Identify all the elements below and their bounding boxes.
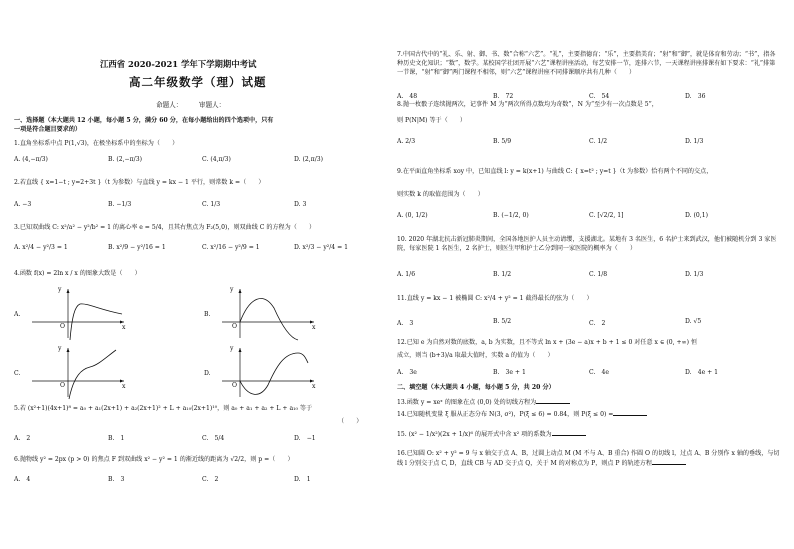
q12-option-a[interactable]: A. 3e xyxy=(397,369,417,376)
q2-option-a[interactable]: A. −3 xyxy=(14,201,32,208)
q10-option-a[interactable]: A. 1/6 xyxy=(397,271,416,278)
q6-stem: 6.抛物线 y² = 2px (p > 0) 的焦点 F 到双曲线 x² − y² = 1 的渐近线的距离为 √2/2，则 p =（ ） xyxy=(14,456,294,463)
q1-option-a[interactable]: A. (4,−π/3) xyxy=(14,156,48,163)
school-title: 江西省 2020-2021 学年下学期期中考试 xyxy=(100,59,257,69)
q16-text: 16.已知圆 O: x² + y² = 9 与 x 轴交于点 A、B，过圆上动点 M (M 不与 A、B 重合) 作圆 O 的切线 l，过点 A、B 分别作 x 轴的垂线，与切线 l 分别交于点 C, D，直线 CB 与 AD 交于点 Q，关于 M 的对称点为 P，则点 P 的轨迹方程 xyxy=(397,450,780,467)
authors-line: 命题人： 审题人： xyxy=(156,101,226,109)
q11-stem: 11.直线 y = kx − 1 被椭圆 C: x²/4 + y² = 1 截得最长的弦为（ ） xyxy=(397,295,593,302)
q1-option-c[interactable]: C. (4,π/3) xyxy=(202,156,231,163)
q4d-x-label: x xyxy=(312,383,316,390)
q7-option-b[interactable]: B. 72 xyxy=(493,93,514,100)
q8-option-b[interactable]: B. 5/9 xyxy=(493,138,512,145)
q3-option-a[interactable]: A. x²/4 − y²/3 = 1 xyxy=(14,244,68,251)
q7-option-c[interactable]: C. 54 xyxy=(589,93,610,100)
q3-stem: 3.已知双曲线 C: x²/a² − y²/b² = 1 的离心率 e = 5/4，且其右焦点为 F₂(5,0)，则双曲线 C 的方程为（ ） xyxy=(14,224,316,231)
q3-option-c[interactable]: C. x²/16 − y²/9 = 1 xyxy=(202,244,260,251)
q15-stem xyxy=(397,429,586,439)
q3-option-b[interactable]: B. x²/9 − y²/16 = 1 xyxy=(108,244,166,251)
q6-option-d[interactable]: D. 1 xyxy=(294,476,311,483)
q12-option-b[interactable]: B. 3e + 1 xyxy=(493,369,526,376)
q4d-origin-label: O xyxy=(232,382,237,389)
q14-stem xyxy=(397,409,647,419)
q15-answer-blank[interactable] xyxy=(552,429,586,436)
q4d-y-label: y xyxy=(230,345,234,352)
q4-stem: 4.函数 f(x) = 2ln x / x 的图象大致是（ ） xyxy=(14,270,141,277)
q13-stem xyxy=(397,397,570,407)
q10-option-b[interactable]: B. 1/2 xyxy=(493,271,512,278)
q4a-y-label: y xyxy=(58,286,62,293)
q2-option-b[interactable]: B. −1/3 xyxy=(108,201,132,208)
q7-stem: 7.中国古代中的“礼、乐、射、御、书、数”合称“六艺”。“礼”，主要指德育；“乐”，主要指美育；“射”和“御”，就是体育和劳动；“书”，指各种历史文化知识；“数”，数学。某校国学社团开展“六艺”课程讲座活动，每艺安排一节，连排六节，一天课程讲座排课有如下要求：“礼”排第一节课，“射”和“御”两门课程不相邻，则“六艺”课程讲座不同排课顺序共有几种（ ） xyxy=(397,51,776,76)
q5-option-b[interactable]: B. 1 xyxy=(108,435,125,442)
q4-graph-c[interactable] xyxy=(28,345,128,400)
q12-stem2: 成立，则当 (b+3)/a 取最大值时，实数 a 的值为（ ） xyxy=(397,352,554,359)
q4-graph-b[interactable] xyxy=(218,286,318,341)
q4-graph-a[interactable] xyxy=(28,286,128,341)
q5-option-c[interactable]: C. 5/4 xyxy=(202,435,225,442)
q4b-y-label: y xyxy=(230,286,234,293)
q9-option-b[interactable]: B. (−1/2, 0) xyxy=(493,212,529,219)
q8-option-c[interactable]: C. 1/2 xyxy=(589,138,608,145)
q11-option-b[interactable]: B. 5/2 xyxy=(493,318,512,325)
q14-answer-blank[interactable] xyxy=(613,409,647,416)
q4a-x-label: x xyxy=(122,324,126,331)
q8-stem2: 则 P(N|M) 等于（ ） xyxy=(397,117,467,124)
q9-option-a[interactable]: A. (0, 1/2) xyxy=(397,212,428,219)
q5-stem: 5.若 (x²+1)(4x+1)⁸ = a₀ + a₁(2x+1) + a₂(2x+1)² + L + a₁₀(2x+1)¹⁰，则 a₀ + a₁ + a₂ + L + a₁₀ 等于 xyxy=(14,405,313,412)
q10-option-c[interactable]: C. 1/8 xyxy=(589,271,608,278)
q6-option-a[interactable]: A. 4 xyxy=(14,476,31,483)
q10-stem: 10. 2020 年湖北抗击新冠肺炎期间，全国各地医护人员主动请缨，支援湖北。某地有 3 名医生，6 名护士来到武汉，他们被随机分到 3 家医院，每家医院 1 名医生，2 名护士，则医生甲和护士乙分到同一家医院的概率为（ ） xyxy=(397,236,777,252)
q12-option-d[interactable]: D. 4e + 1 xyxy=(685,369,719,376)
q7-option-d[interactable]: D. 36 xyxy=(685,93,706,100)
q2-option-c[interactable]: C. 1/3 xyxy=(202,201,221,208)
q4-label-c[interactable]: C. xyxy=(14,370,21,377)
q13-answer-blank[interactable] xyxy=(536,397,570,404)
q1-option-d[interactable]: D. (2,π/3) xyxy=(294,156,324,163)
q1-option-b[interactable]: B. (2,−π/3) xyxy=(108,156,142,163)
q9-option-d[interactable]: D. (0,1) xyxy=(685,212,708,219)
q4-label-a[interactable]: A. xyxy=(14,311,21,318)
q2-option-d[interactable]: D. 3 xyxy=(294,201,307,208)
q8-stem: 8.抛一枚骰子连续抛两次，记事件 M 为“两次所得点数均为奇数”，N 为“至少有一次点数是 5”， xyxy=(397,101,658,108)
q4-label-b[interactable]: B. xyxy=(204,311,211,318)
q4-label-d[interactable]: D. xyxy=(204,370,211,377)
q16-answer-blank[interactable] xyxy=(652,458,686,465)
q15-text: 15. (x² − 1/x²)(2x + 1/x)⁶ 的展开式中含 x² 项的系数为 xyxy=(397,431,552,438)
q11-option-d[interactable]: D. √5 xyxy=(685,318,702,325)
q13-text: 13.函数 y = xeˣ 的图象在点 (0,0) 处的切线方程为 xyxy=(397,399,537,406)
section1-title-cont: 一项是符合题目要求的） xyxy=(14,126,82,133)
q4c-origin-label: O xyxy=(60,382,65,389)
q4c-y-label: y xyxy=(58,345,62,352)
q9-option-c[interactable]: C. [√2/2, 1] xyxy=(589,212,624,219)
q4c-x-label: x xyxy=(122,383,126,390)
q10-option-d[interactable]: D. 1/3 xyxy=(685,271,704,278)
q12-option-c[interactable]: C. 4e xyxy=(589,369,609,376)
section2-title: 二、填空题（本大题共 4 小题，每小题 5 分，共 20 分） xyxy=(397,384,555,391)
q8-option-d[interactable]: D. 1/3 xyxy=(685,138,704,145)
q3-option-d[interactable]: D. x²/3 − y²/4 = 1 xyxy=(294,244,349,251)
q1-stem: 1.直角坐标系中点 P(1,√3)，在极坐标系中的坐标为（ ） xyxy=(14,140,179,147)
q5-paren: （ ） xyxy=(338,418,363,425)
q7-option-a[interactable]: A. 48 xyxy=(397,93,418,100)
q9-stem: 9.在平面直角坐标系 xoy 中，已知直线 l: y = k(x+1) 与曲线 C: { x=t² ; y=t }（t 为参数）恰有两个不同的交点， xyxy=(397,168,713,175)
q11-option-c[interactable]: C. 2 xyxy=(589,320,606,327)
exam-title: 高二年级数学（理）试题 xyxy=(129,75,267,89)
q6-option-c[interactable]: C. 2 xyxy=(202,476,219,483)
q14-text: 14.已知随机变量 ξ 服从正态分布 N(3, σ²)，P(ξ ≤ 6) = 0.84，则 P(ξ ≤ 0) = xyxy=(397,411,614,418)
q5-option-d[interactable]: D. −1 xyxy=(294,435,316,442)
q4a-origin-label: O xyxy=(60,323,65,330)
q4b-origin-label: O xyxy=(232,323,237,330)
q16-stem xyxy=(397,449,781,468)
q8-option-a[interactable]: A. 2/3 xyxy=(397,138,416,145)
q11-option-a[interactable]: A. 3 xyxy=(397,320,414,327)
section1-title: 一、选择题（本大题共 12 小题，每小题 5 分，满分 60 分，在每小题给出的四个选项中，只有 xyxy=(14,117,274,124)
q5-option-a[interactable]: A. 2 xyxy=(14,435,31,442)
q4-graph-d[interactable] xyxy=(218,345,318,400)
q4b-x-label: x xyxy=(312,324,316,331)
q12-stem: 12.已知 e 为自然对数的底数，a, b 为实数，且不等式 ln x + (3e − a)x + b + 1 ≤ 0 对任意 x ∈ (0, +∞) 恒 xyxy=(397,339,698,346)
q6-option-b[interactable]: B. 3 xyxy=(108,476,125,483)
q9-stem2: 则实数 k 的取值范围为（ ） xyxy=(397,191,484,198)
q2-stem: 2.若直线 { x=1−t ; y=2+3t }（t 为参数）与直线 y = kx − 1 平行，则常数 k =（ ） xyxy=(14,179,265,186)
